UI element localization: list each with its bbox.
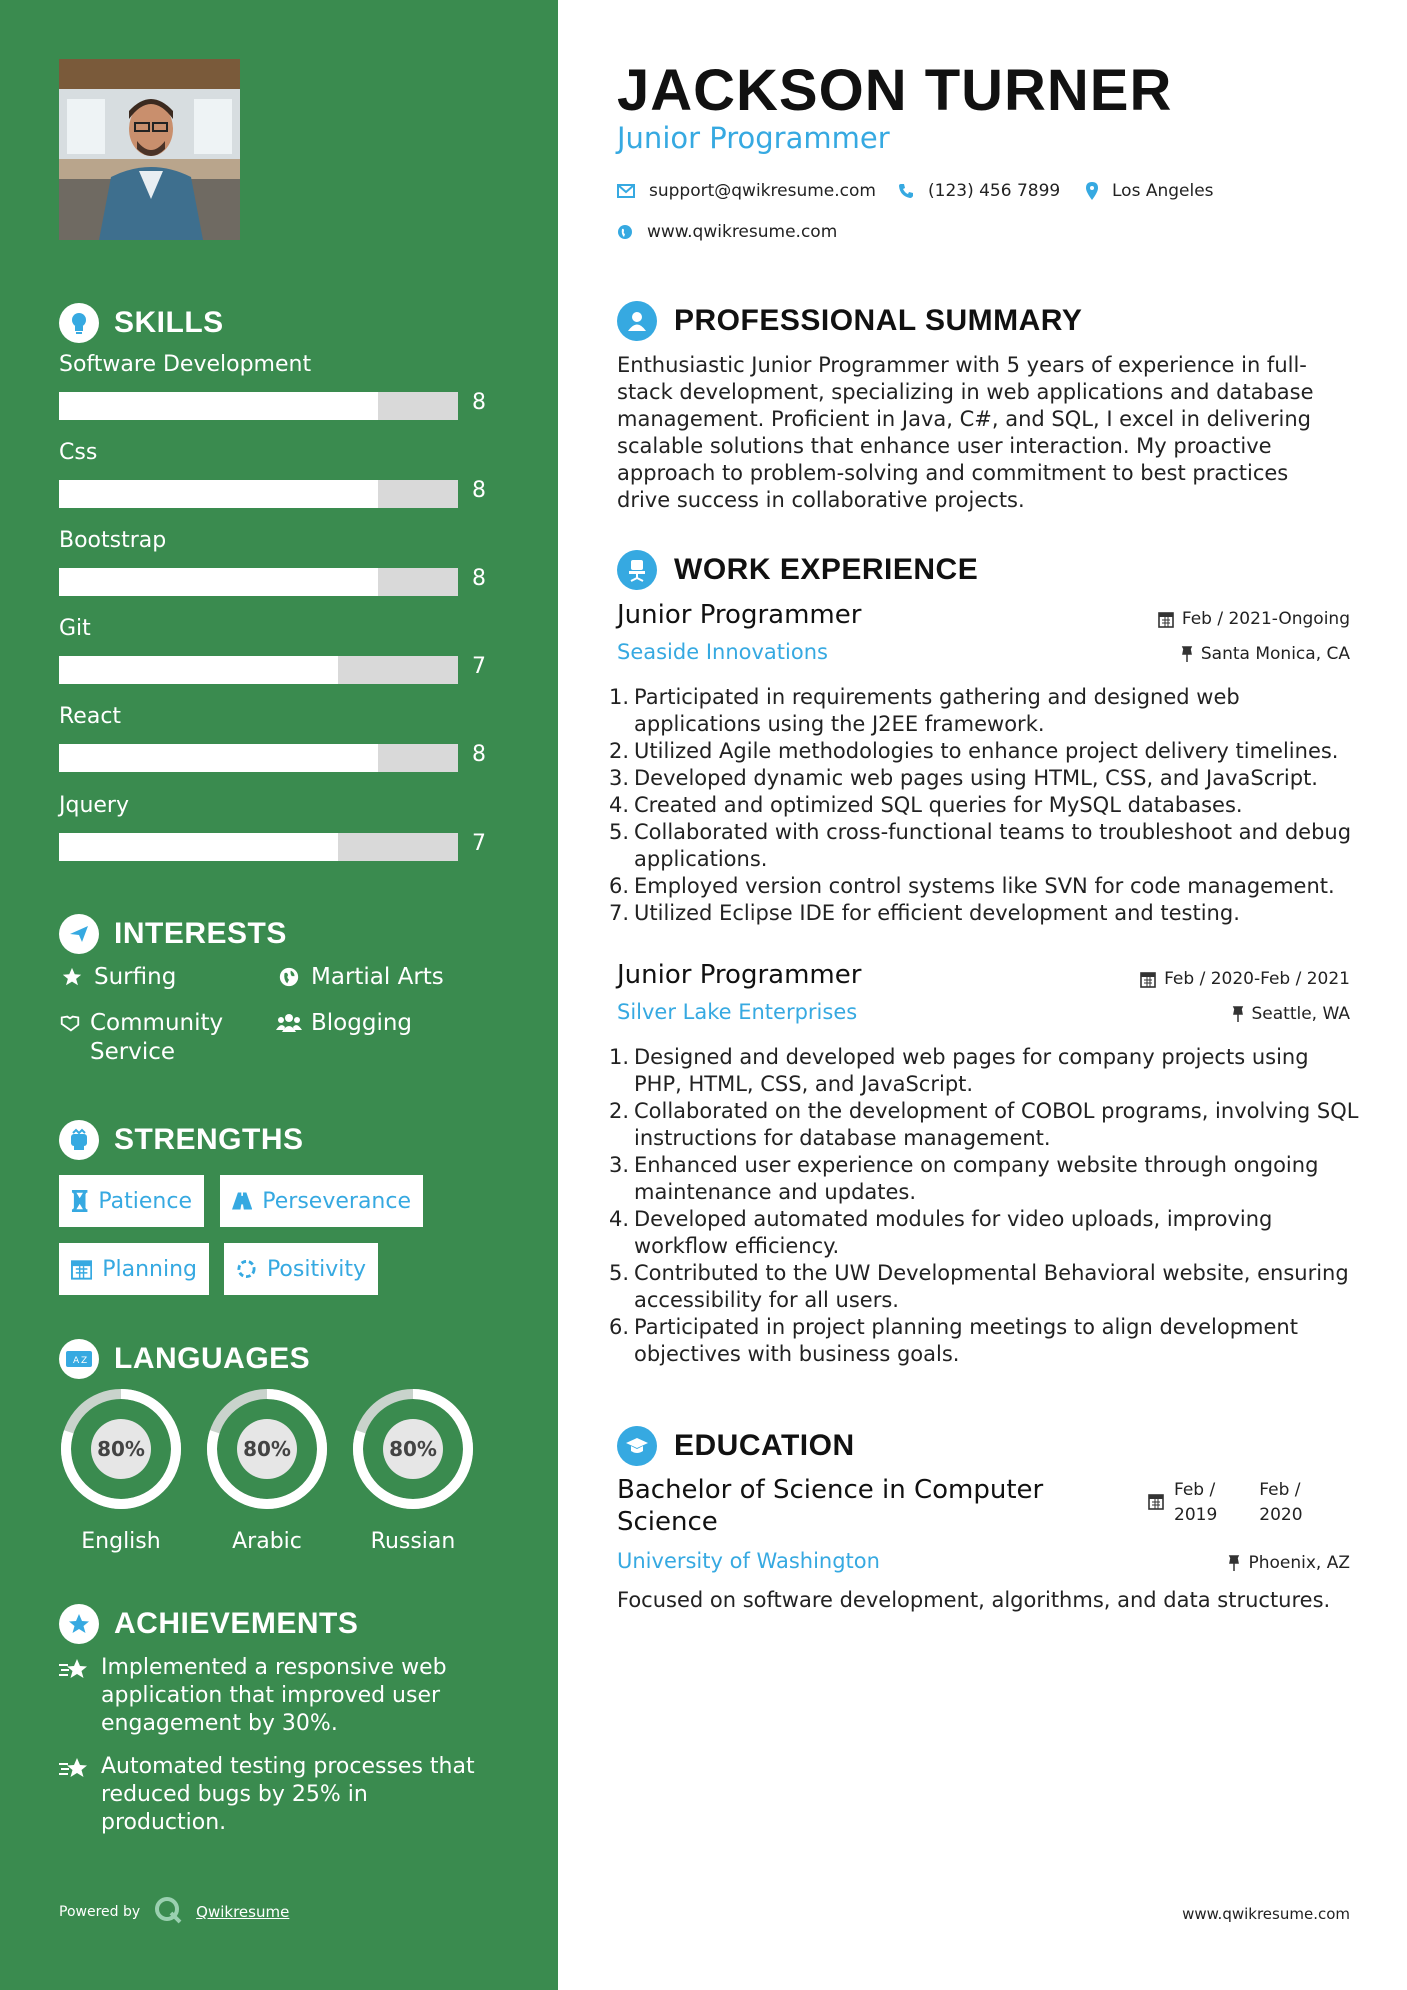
education-school: University of Washington [617,1549,880,1573]
skill-value: 7 [472,654,486,679]
education-dates [1148,1478,1303,1528]
calendar-icon [1148,1492,1164,1510]
achievement-item [59,1654,499,1738]
skill-value: 7 [472,831,486,856]
job-duty-number: 1. [609,685,630,709]
job-duty [609,819,1359,873]
skill-bar [59,744,458,772]
achievements-heading-text: ACHIEVEMENTS [114,1607,359,1640]
interest-item [276,963,444,992]
job-location-text: Seattle, WA [1251,1004,1350,1024]
languages-heading [59,1339,310,1379]
language-percent: 80% [389,1437,437,1461]
calendar-icon [71,1258,92,1280]
users-icon [276,1009,302,1034]
job-duties [609,684,1359,927]
job-duty-number: 3. [609,766,630,790]
skill-name: Css [59,440,98,465]
skill-name: Jquery [59,793,129,818]
chair-icon [617,550,657,590]
education-start [1174,1478,1217,1528]
job-duty-text: Collaborated on the development of COBOL programs, involving SQL instructions for database management. [634,1099,1359,1150]
map-pin-icon [1086,182,1098,200]
language-name: English [81,1529,161,1554]
job-location-text: Santa Monica, CA [1200,644,1350,664]
skill-value: 8 [472,478,486,503]
summary-heading-text: PROFESSIONAL SUMMARY [674,304,1083,337]
language-item [205,1387,329,1554]
road-icon [232,1191,252,1211]
education-end-year: 2020 [1259,1505,1303,1525]
achievement-text: Implemented a responsive web application that improved user engagement by 30%. [101,1655,447,1736]
hourglass-icon [71,1190,88,1212]
powered-by-label: Powered by [59,1904,141,1920]
pushpin-icon [1228,1555,1240,1571]
shooting-star-icon [59,1654,89,1689]
strength-badge [224,1243,378,1295]
interest-item [59,963,176,992]
language-icon [59,1339,99,1379]
language-ring [351,1387,475,1511]
job-location [1181,644,1350,664]
phone-icon [898,183,914,199]
interests-heading-text: INTERESTS [114,917,287,950]
skill-value: 8 [472,390,486,415]
strength-label: Positivity [266,1256,366,1282]
language-ring [59,1387,183,1511]
skill-bar [59,392,458,420]
summary-text: Enthusiastic Junior Programmer with 5 years of experience in full-stack development, specializing in web applications and database management. Proficient in Java, C#, and SQL, I excel in delivering scalable solutions that enhance user interaction. My proactive approach to problem-solving and commitment to best practices drive success in collaborative projects. [617,353,1314,512]
job-duty-number: 5. [609,820,630,844]
svg-text:Z: Z [81,1356,88,1366]
calendar-icon [1140,970,1156,988]
job-duty-text: Enhanced user experience on company website through ongoing maintenance and updates. [634,1153,1319,1204]
profile-photo [59,59,240,240]
job-company: Silver Lake Enterprises [617,1000,858,1024]
globe-icon [276,963,302,988]
svg-text:A: A [73,1356,80,1366]
skill-bar-fill [59,480,378,508]
language-item [59,1387,183,1554]
job-duty-number: 5. [609,1261,630,1285]
skill-bar-fill [59,833,338,861]
achievements-heading [59,1604,358,1644]
skill-bar [59,568,458,596]
qwikresume-logo-icon [154,1896,182,1928]
education-heading-text: EDUCATION [674,1429,855,1462]
star-icon [59,963,85,988]
language-item [351,1387,475,1554]
footer-url[interactable]: www.qwikresume.com [1182,1905,1350,1923]
job-duty-text: Developed automated modules for video uploads, improving workflow efficiency. [634,1207,1273,1258]
skill-bar-fill [59,392,378,420]
website-text[interactable]: www.qwikresume.com [647,222,838,242]
skills-heading-text: SKILLS [114,306,224,339]
education-end [1259,1478,1302,1528]
job-duty-number: 1. [609,1045,630,1069]
language-name: Russian [370,1529,456,1554]
language-name: Arabic [232,1529,302,1554]
job-duty-number: 2. [609,1099,630,1123]
skill-bar-fill [59,656,338,684]
summary-heading [617,301,1082,341]
job-duty-text: Designed and developed web pages for company projects using PHP, HTML, CSS, and JavaScript. [634,1045,1309,1096]
contact-phone [898,181,1060,201]
strength-label: Perseverance [262,1188,411,1214]
interest-label: Blogging [311,1010,413,1036]
handshake-icon [59,1009,81,1034]
location-text: Los Angeles [1112,181,1214,201]
calendar-icon [1158,610,1174,628]
job-date [1158,609,1350,629]
job-duty [609,765,1359,792]
skill-bar [59,833,458,861]
sidebar [0,0,558,1990]
education-location [1228,1553,1350,1573]
job-date-text: Feb / 2021-Ongoing [1181,609,1350,629]
education-description: Focused on software development, algorithms, and data structures. [617,1588,1331,1612]
interest-label: Martial Arts [311,964,444,990]
job-duty [609,792,1359,819]
job-duty [609,900,1359,927]
job-duty-text: Developed dynamic web pages using HTML, CSS, and JavaScript. [634,766,1318,790]
education-heading [617,1426,855,1466]
education-location-text: Phoenix, AZ [1248,1553,1350,1573]
job-duty [609,1314,1359,1368]
skill-name: React [59,704,122,729]
job-duty-number: 6. [609,1315,630,1339]
qwikresume-link[interactable]: Qwikresume [196,1903,290,1921]
strength-badge [59,1175,204,1227]
language-percent: 80% [97,1437,145,1461]
job-date-text: Feb / 2020-Feb / 2021 [1164,969,1350,989]
candidate-title: Junior Programmer [617,121,890,155]
interest-label: Community Service [90,1010,224,1065]
job-location [1232,1004,1351,1024]
strength-badge [59,1243,209,1295]
interest-item [59,1009,259,1067]
job-title: Junior Programmer [617,600,862,630]
job-duty-text: Created and optimized SQL queries for MySQL databases. [634,793,1243,817]
job-duty [609,1044,1359,1098]
user-icon [617,301,657,341]
language-ring [205,1387,329,1511]
job-duty-number: 2. [609,739,630,763]
star-badge-icon [59,1604,99,1644]
skill-name: Software Development [59,352,312,377]
skill-value: 8 [472,566,486,591]
shooting-star-icon [59,1753,89,1788]
circle-notch-icon [236,1258,257,1280]
languages-heading-text: LANGUAGES [114,1342,311,1375]
skill-bar-fill [59,744,378,772]
contact-website [617,222,837,242]
candidate-name: JACKSON TURNER [617,58,1173,123]
strength-label: Patience [98,1188,192,1214]
job-duty [609,1152,1359,1206]
job-duty [609,1098,1359,1152]
fist-icon [59,1120,99,1160]
education-start-month: Feb / [1174,1480,1216,1500]
job-company: Seaside Innovations [617,640,828,664]
job-duty-text: Employed version control systems like SVN for code management. [634,874,1335,898]
job-duty [609,738,1359,765]
main-content [558,0,1407,1990]
language-percent: 80% [243,1437,291,1461]
pushpin-icon [1232,1006,1244,1022]
pushpin-icon [1181,646,1193,662]
skill-name: Bootstrap [59,528,167,553]
skill-name: Git [59,616,91,641]
contact-email [617,181,876,201]
interest-item [276,1009,412,1038]
email-text: support@qwikresume.com [649,181,876,201]
strengths-heading-text: STRENGTHS [114,1123,304,1156]
job-duty-text: Utilized Eclipse IDE for efficient development and testing. [634,901,1240,925]
experience-heading-text: WORK EXPERIENCE [674,553,979,586]
strengths-heading [59,1120,304,1160]
job-duties [609,1044,1359,1368]
job-duty [609,1260,1359,1314]
job-title: Junior Programmer [617,960,862,990]
job-duty [609,1206,1359,1260]
job-duty-number: 4. [609,1207,630,1231]
education-end-month: Feb / [1259,1480,1301,1500]
job-duty-text: Utilized Agile methodologies to enhance project delivery timelines. [634,739,1339,763]
skill-bar [59,656,458,684]
graduation-cap-icon [617,1426,657,1466]
skill-value: 8 [472,742,486,767]
job-duty-number: 6. [609,874,630,898]
interest-label: Surfing [94,964,177,990]
experience-heading [617,550,978,590]
job-duty [609,873,1359,900]
envelope-icon [617,184,635,198]
lightbulb-icon [59,303,99,343]
strength-badge [220,1175,423,1227]
paper-plane-icon [59,914,99,954]
skill-bar-fill [59,568,378,596]
job-duty-number: 7. [609,901,630,925]
achievement-text: Automated testing processes that reduced bugs by 25% in production. [101,1754,475,1835]
contact-location [1086,181,1214,201]
job-date [1140,969,1350,989]
job-duty-text: Contributed to the UW Developmental Behavioral website, ensuring accessibility for all users. [634,1261,1349,1312]
skill-bar [59,480,458,508]
education-degree: Bachelor of Science in Computer Science [617,1475,1044,1537]
education-start-year: 2019 [1174,1505,1218,1525]
job-duty-text: Participated in requirements gathering and designed web applications using the J2EE framework. [634,685,1240,736]
job-duty-text: Participated in project planning meetings to align development objectives with business goals. [634,1315,1298,1366]
job-duty-number: 3. [609,1153,630,1177]
job-duty [609,684,1359,738]
achievement-item [59,1753,499,1837]
globe-icon [617,224,633,240]
interests-heading [59,914,287,954]
skills-heading [59,303,224,343]
powered-by [59,1896,289,1928]
job-duty-text: Collaborated with cross-functional teams to troubleshoot and debug applications. [634,820,1352,871]
strength-label: Planning [102,1256,197,1282]
phone-text: (123) 456 7899 [928,181,1061,201]
job-duty-number: 4. [609,793,630,817]
